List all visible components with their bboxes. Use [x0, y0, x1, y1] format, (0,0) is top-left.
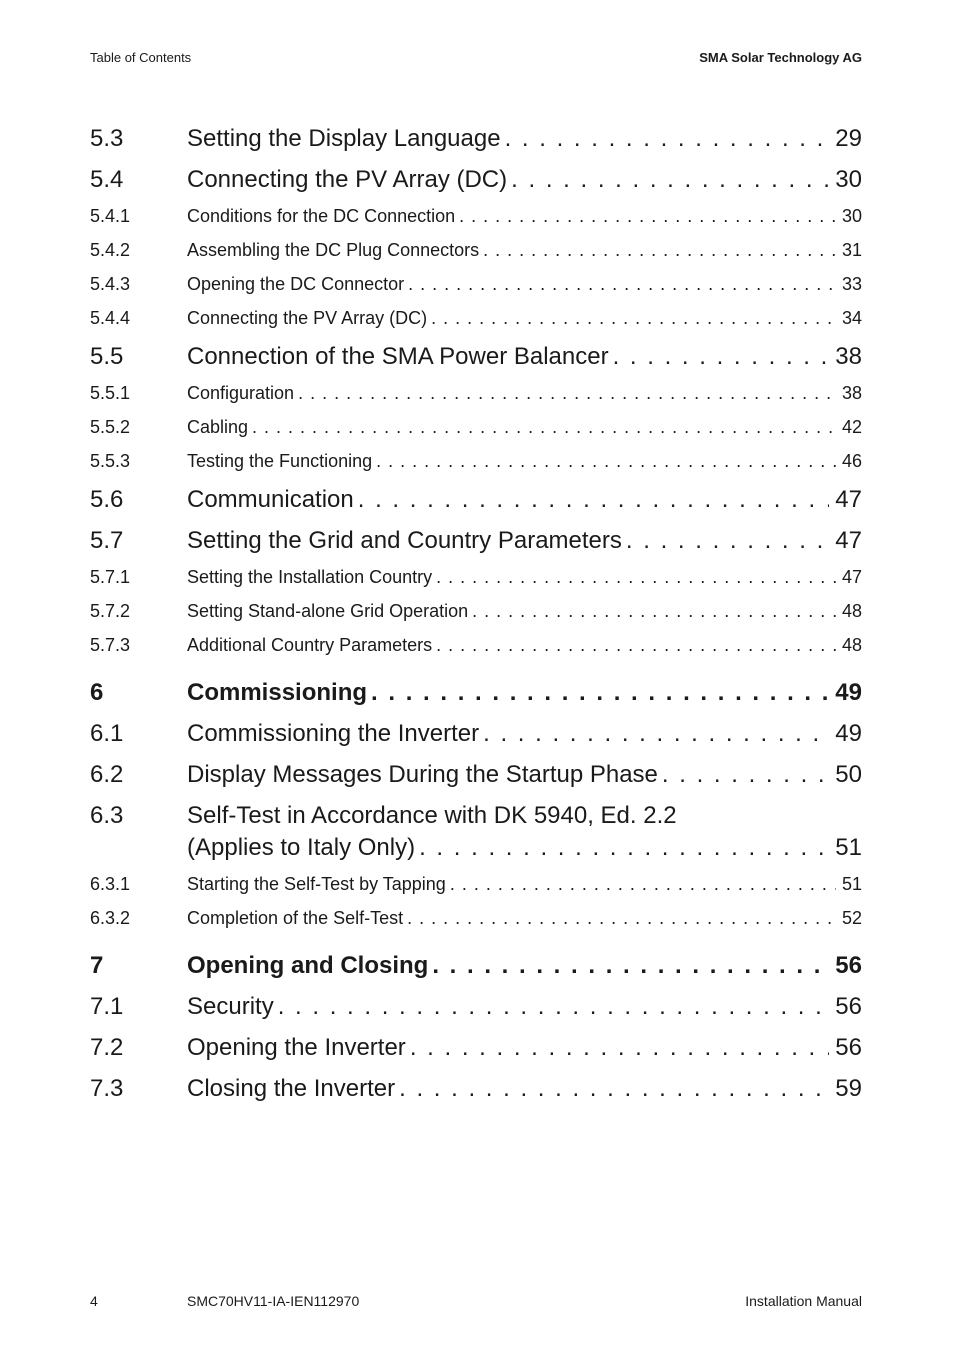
- toc-title: Opening the Inverter: [187, 1034, 406, 1061]
- dot-leader: [358, 486, 830, 514]
- toc-title: Connecting the PV Array (DC): [187, 308, 428, 328]
- toc-title: Conditions for the DC Connection: [187, 206, 456, 226]
- toc-title: Configuration: [187, 383, 295, 403]
- toc-entry[interactable]: [90, 567, 862, 588]
- dot-leader: [459, 206, 836, 227]
- toc-page: 47: [835, 527, 862, 554]
- toc-number: 7: [90, 952, 104, 979]
- dot-leader: [252, 417, 836, 438]
- toc-entry[interactable]: [90, 451, 862, 472]
- dot-leader: [376, 451, 836, 472]
- toc-page: 56: [835, 952, 862, 979]
- document-title: Installation Manual: [745, 1293, 862, 1309]
- dot-leader: [613, 343, 830, 371]
- page-number: 4: [90, 1293, 98, 1309]
- toc-number: 5.5.1: [90, 383, 131, 403]
- toc-entry[interactable]: [90, 1075, 862, 1103]
- toc-number: 5.4.3: [90, 274, 131, 294]
- dot-leader: [662, 761, 829, 789]
- toc-page: 47: [841, 567, 862, 587]
- toc-title: Security: [187, 993, 274, 1020]
- toc-page: 59: [835, 1075, 862, 1102]
- toc-entry[interactable]: [90, 908, 862, 929]
- toc-page: 56: [835, 1034, 862, 1061]
- toc-number: 5.5.2: [90, 417, 131, 437]
- dot-leader: [483, 240, 836, 261]
- toc-entry[interactable]: [90, 308, 862, 329]
- toc-number: 5.4.4: [90, 308, 131, 328]
- toc-number: 7.2: [90, 1034, 124, 1061]
- toc-title: Closing the Inverter: [187, 1075, 396, 1102]
- toc-page: 49: [835, 720, 862, 747]
- toc-title: Commissioning: [187, 679, 368, 706]
- toc-number: 5.4.1: [90, 206, 131, 226]
- toc-number: 6.3.2: [90, 908, 131, 928]
- toc-entry[interactable]: [90, 166, 862, 194]
- toc-page: 31: [841, 240, 862, 260]
- toc-number: 5.7: [90, 527, 124, 554]
- toc-page: 51: [835, 834, 862, 861]
- toc-number: 6.1: [90, 720, 124, 747]
- toc-page: 38: [841, 383, 862, 403]
- dot-leader: [371, 679, 829, 707]
- toc-title: Testing the Functioning: [187, 451, 373, 471]
- toc-page: 29: [835, 125, 862, 152]
- toc-entry[interactable]: [90, 125, 862, 153]
- toc-page: 47: [835, 486, 862, 513]
- toc-title: Display Messages During the Startup Phase: [187, 761, 658, 788]
- toc-entry[interactable]: [90, 417, 862, 438]
- toc-page: 34: [841, 308, 862, 328]
- toc-page: 56: [835, 993, 862, 1020]
- toc-entry[interactable]: [90, 635, 862, 656]
- toc-number: 6.2: [90, 761, 124, 788]
- toc-title: Additional Country Parameters: [187, 635, 433, 655]
- toc-entry[interactable]: [90, 601, 862, 622]
- toc-title: Communication: [187, 486, 354, 513]
- dot-leader: [511, 166, 829, 194]
- dot-leader: [626, 527, 829, 555]
- toc-page: 46: [841, 451, 862, 471]
- toc-number: 5.7.1: [90, 567, 131, 587]
- toc-entry-continuation[interactable]: [90, 834, 862, 862]
- dot-leader: [436, 635, 836, 656]
- toc-page: 42: [841, 417, 862, 437]
- toc-number: 5.6: [90, 486, 124, 513]
- toc-title: Setting the Grid and Country Parameters: [187, 527, 622, 554]
- toc-number: 5.4.2: [90, 240, 131, 260]
- dot-leader: [472, 601, 836, 622]
- toc-entry[interactable]: [90, 274, 862, 295]
- toc-entry[interactable]: [90, 240, 862, 261]
- dot-leader: [432, 952, 829, 980]
- toc-title: Assembling the DC Plug Connectors: [187, 240, 480, 260]
- toc-number: 6: [90, 679, 104, 706]
- running-header-company: SMA Solar Technology AG: [699, 50, 862, 65]
- toc-number: 5.7.2: [90, 601, 131, 621]
- toc-page: 30: [835, 166, 862, 193]
- toc-title: Setting Stand-alone Grid Operation: [187, 601, 469, 621]
- dot-leader: [483, 720, 829, 748]
- dot-leader: [407, 908, 836, 929]
- toc-entry[interactable]: [90, 993, 862, 1021]
- toc-chapter-entry[interactable]: [90, 952, 862, 980]
- toc-entry[interactable]: [90, 720, 862, 748]
- toc-page: 49: [835, 679, 862, 706]
- toc-entry[interactable]: [90, 343, 862, 371]
- dot-leader: [399, 1075, 829, 1103]
- toc-page: 48: [841, 601, 862, 621]
- toc-entry[interactable]: [90, 874, 862, 895]
- dot-leader: [419, 834, 829, 862]
- toc-entry[interactable]: [90, 1034, 862, 1062]
- toc-title: Opening and Closing: [187, 952, 429, 979]
- toc-page: 50: [835, 761, 862, 788]
- toc-number: 7.3: [90, 1075, 124, 1102]
- toc-page: 30: [841, 206, 862, 226]
- dot-leader: [410, 1034, 829, 1062]
- dot-leader: [450, 874, 836, 895]
- toc-number: 5.3: [90, 125, 124, 152]
- toc-page: 33: [841, 274, 862, 294]
- document-code: SMC70HV11-IA-IEN112970: [187, 1293, 360, 1309]
- toc-title: Self-Test in Accordance with DK 5940, Ed. 2.2: [187, 802, 677, 829]
- toc-entry[interactable]: [90, 383, 862, 404]
- dot-leader: [436, 567, 836, 588]
- toc-chapter-entry[interactable]: [90, 679, 862, 707]
- dot-leader: [278, 993, 830, 1021]
- toc-title-continuation: (Applies to Italy Only): [187, 834, 416, 861]
- toc-number: 6.3.1: [90, 874, 131, 894]
- toc-page: 52: [841, 908, 862, 928]
- toc-entry-first-line[interactable]: [90, 802, 862, 830]
- toc-entry[interactable]: [90, 486, 862, 514]
- toc-page: 38: [835, 343, 862, 370]
- toc-page: 48: [841, 635, 862, 655]
- toc-title: Cabling: [187, 417, 249, 437]
- toc-title: Commissioning the Inverter: [187, 720, 480, 747]
- toc-title: Opening the DC Connector: [187, 274, 405, 294]
- toc-page: 51: [841, 874, 862, 894]
- toc-entry[interactable]: [90, 527, 862, 555]
- toc-number: 6.3: [90, 802, 124, 829]
- toc-number: 5.5.3: [90, 451, 131, 471]
- toc-number: 5.4: [90, 166, 124, 193]
- toc-title: Completion of the Self-Test: [187, 908, 404, 928]
- dot-leader: [505, 125, 830, 153]
- toc-title: Setting the Display Language: [187, 125, 501, 152]
- dot-leader: [431, 308, 836, 329]
- toc-title: Connecting the PV Array (DC): [187, 166, 508, 193]
- toc-title: Setting the Installation Country: [187, 567, 433, 587]
- toc-number: 5.5: [90, 343, 124, 370]
- toc-number: 7.1: [90, 993, 124, 1020]
- toc-title: Starting the Self-Test by Tapping: [187, 874, 446, 894]
- dot-leader: [408, 274, 836, 295]
- toc-entry[interactable]: [90, 761, 862, 789]
- toc-title: Connection of the SMA Power Balancer: [187, 343, 609, 370]
- dot-leader: [298, 383, 836, 404]
- running-header-section: Table of Contents: [90, 50, 192, 65]
- toc-entry[interactable]: [90, 206, 862, 227]
- toc-number: 5.7.3: [90, 635, 131, 655]
